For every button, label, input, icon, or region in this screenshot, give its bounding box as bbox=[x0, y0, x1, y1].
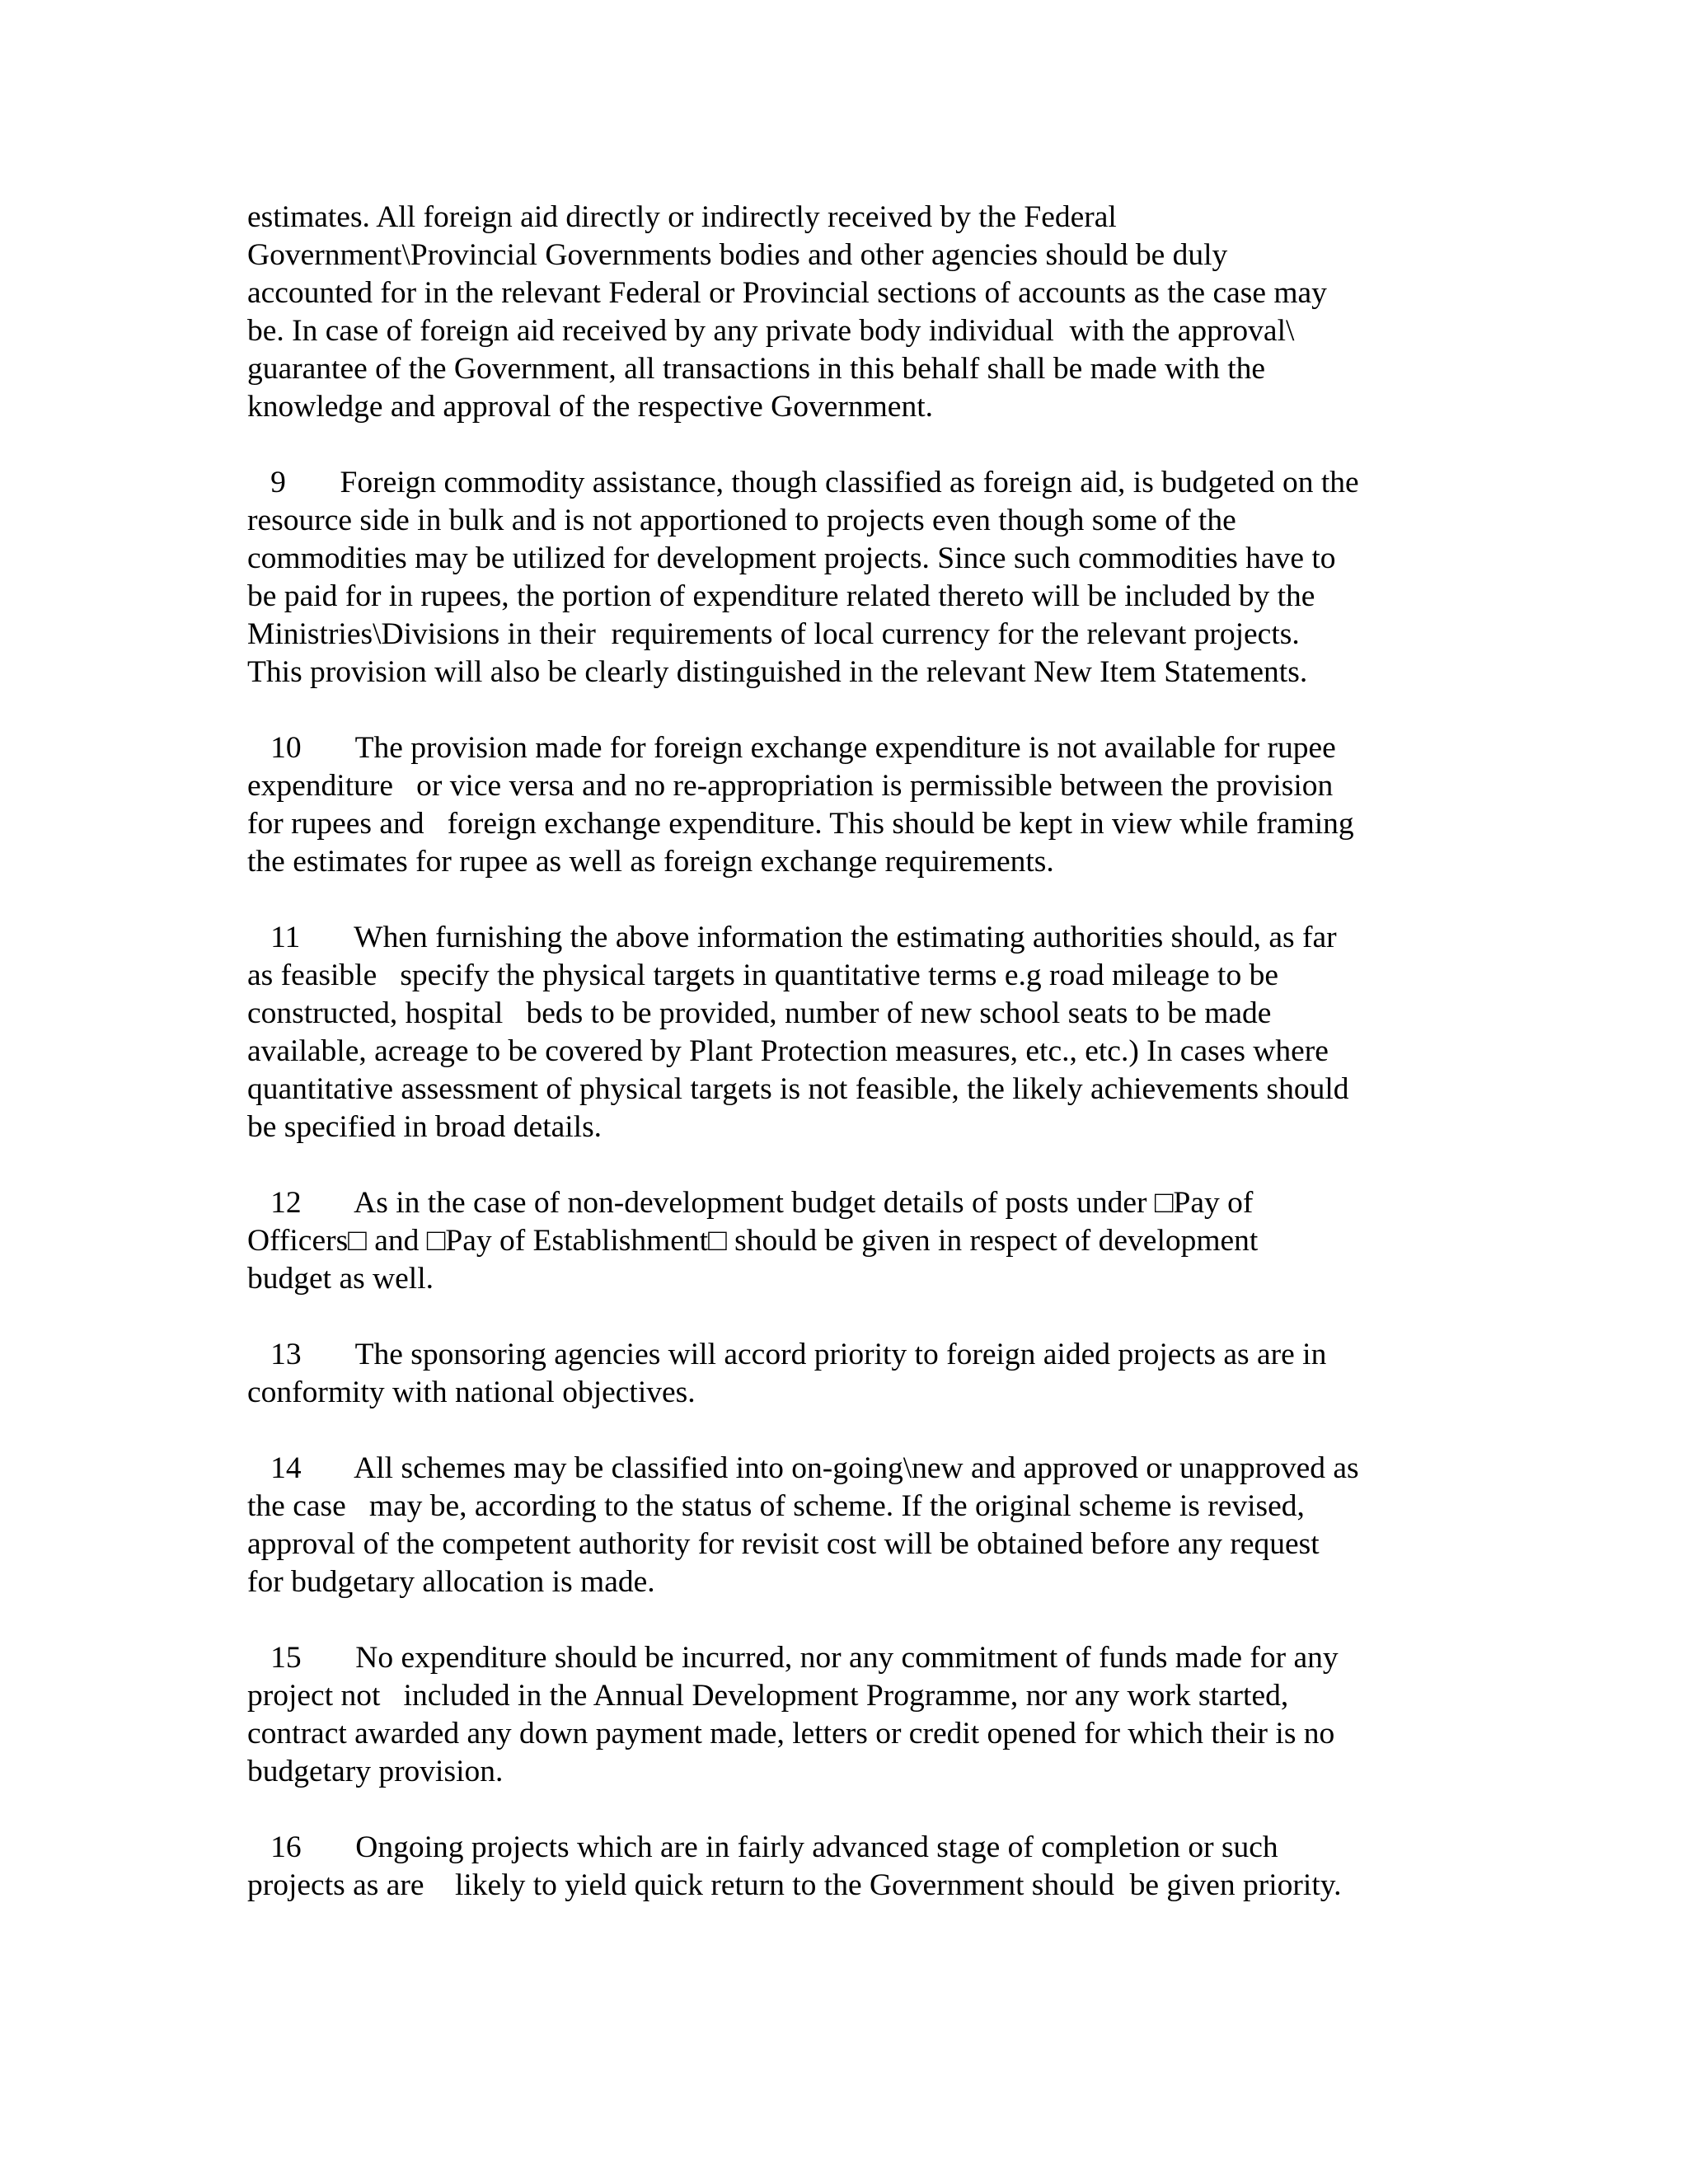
text-line: estimates. All foreign aid directly or indirectly received by the Federal bbox=[247, 200, 1117, 234]
paragraph-14 bbox=[247, 1450, 1533, 1601]
text-line: expenditure or vice versa and no re-appropriation is permissible between the provision bbox=[247, 769, 1334, 803]
paragraph-9 bbox=[247, 464, 1533, 691]
text-line: the case may be, according to the status of scheme. If the original scheme is revised, bbox=[247, 1489, 1305, 1523]
text-line: guarantee of the Government, all transactions in this behalf shall be made with the bbox=[247, 352, 1266, 386]
text-line: for rupees and foreign exchange expenditure. This should be kept in view while framing bbox=[247, 807, 1354, 841]
text-line: knowledge and approval of the respective Government. bbox=[247, 390, 933, 424]
text-line: commodities may be utilized for development projects. Since such commodities have to bbox=[247, 541, 1336, 575]
text-line: 12 As in the case of non-development budget details of posts under □Pay of bbox=[247, 1186, 1254, 1220]
paragraph-11 bbox=[247, 919, 1533, 1146]
text-line: 13 The sponsoring agencies will accord priority to foreign aided projects as are in bbox=[247, 1338, 1327, 1371]
text-line: be specified in broad details. bbox=[247, 1110, 603, 1144]
text-line: the estimates for rupee as well as foreign exchange requirements. bbox=[247, 845, 1054, 879]
text-line: Ministries\Divisions in their requirements of local currency for the relevant projects. bbox=[247, 617, 1300, 651]
text-line: conformity with national objectives. bbox=[247, 1376, 696, 1409]
paragraph-15 bbox=[247, 1639, 1533, 1791]
paragraph-16 bbox=[247, 1829, 1533, 1905]
text-line: constructed, hospital beds to be provided, number of new school seats to be made bbox=[247, 996, 1272, 1030]
text-line: This provision will also be clearly distinguished in the relevant New Item Statements. bbox=[247, 655, 1308, 689]
text-line: accounted for in the relevant Federal or Provincial sections of accounts as the case may bbox=[247, 276, 1327, 310]
text-line: 15 No expenditure should be incurred, nor any commitment of funds made for any bbox=[247, 1641, 1339, 1675]
text-line: 10 The provision made for foreign exchange expenditure is not available for rupee bbox=[247, 731, 1336, 765]
text-line: be paid for in rupees, the portion of expenditure related thereto will be included by the bbox=[247, 579, 1315, 613]
text-line: budget as well. bbox=[247, 1262, 434, 1296]
text-line: 11 When furnishing the above information the estimating authorities should, as far bbox=[247, 921, 1337, 954]
text-line: resource side in bulk and is not apportioned to projects even though some of the bbox=[247, 504, 1236, 537]
paragraph-12 bbox=[247, 1184, 1533, 1298]
text-line: for budgetary allocation is made. bbox=[247, 1565, 655, 1599]
text-line: quantitative assessment of physical targets is not feasible, the likely achievements should bbox=[247, 1072, 1349, 1106]
text-line: as feasible specify the physical targets in quantitative terms e.g road mileage to be bbox=[247, 958, 1278, 992]
text-line: 14 All schemes may be classified into on-going\new and approved or unapproved as bbox=[247, 1451, 1359, 1485]
text-line: 9 Foreign commodity assistance, though classified as foreign aid, is budgeted on the bbox=[247, 466, 1359, 499]
text-line: Officers□ and □Pay of Establishment□ should be given in respect of development bbox=[247, 1224, 1259, 1258]
text-line: available, acreage to be covered by Plant Protection measures, etc., etc.) In cases where bbox=[247, 1034, 1329, 1068]
text-line: approval of the competent authority for revisit cost will be obtained before any request bbox=[247, 1527, 1320, 1561]
paragraph-10 bbox=[247, 729, 1533, 881]
text-line: be. In case of foreign aid received by any private body individual with the approval\ bbox=[247, 314, 1295, 348]
paragraph-13 bbox=[247, 1336, 1533, 1412]
text-line: contract awarded any down payment made, letters or credit opened for which their is no bbox=[247, 1717, 1335, 1750]
paragraph-intro-continuation bbox=[247, 199, 1533, 426]
text-line: Government\Provincial Governments bodies and other agencies should be duly bbox=[247, 238, 1228, 272]
document-body bbox=[247, 199, 1533, 1943]
text-line: budgetary provision. bbox=[247, 1755, 504, 1788]
text-line: project not included in the Annual Development Programme, nor any work started, bbox=[247, 1679, 1289, 1713]
text-line: 16 Ongoing projects which are in fairly advanced stage of completion or such bbox=[247, 1830, 1278, 1864]
text-line: projects as are likely to yield quick return to the Government should be given priority. bbox=[247, 1868, 1342, 1902]
